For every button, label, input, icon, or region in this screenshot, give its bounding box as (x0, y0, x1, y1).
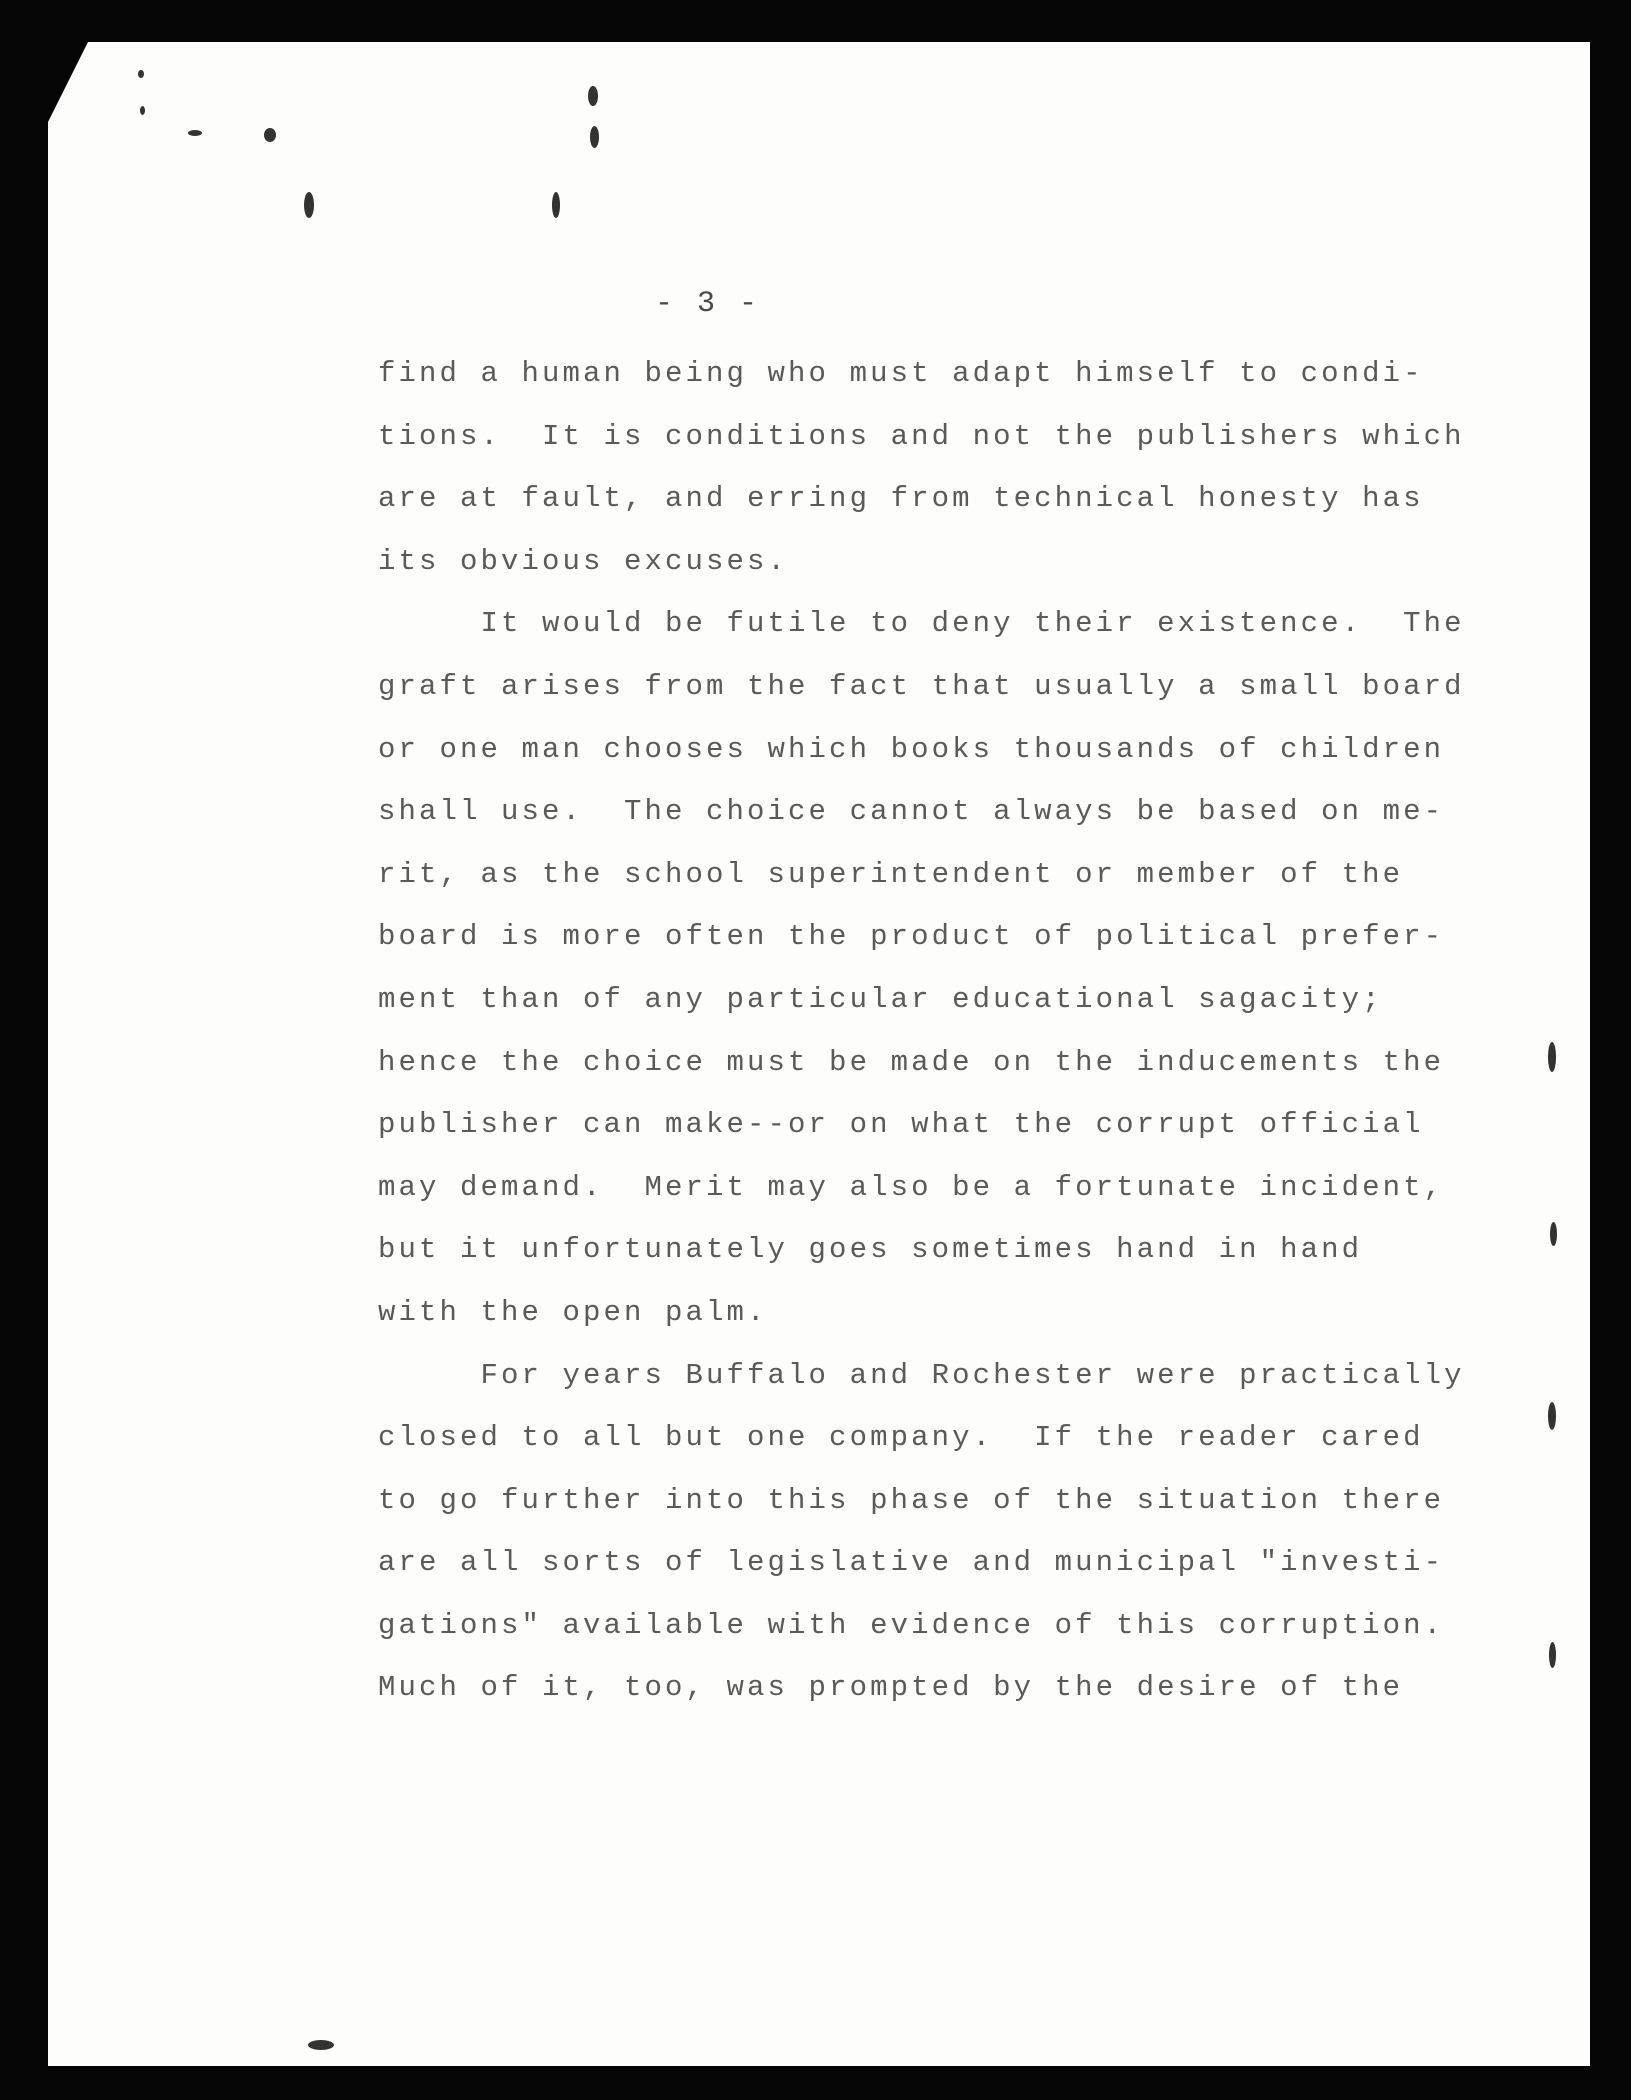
text-line: tions. It is conditions and not the publishers which (378, 419, 1465, 453)
text-line: but it unfortunately goes sometimes hand in hand (378, 1233, 1363, 1267)
text-line: gations" available with evidence of this corruption. (378, 1608, 1445, 1642)
page-number: - 3 - (655, 287, 761, 321)
body-text (378, 343, 1465, 1720)
text-line: its obvious excuses. (378, 544, 789, 578)
text-line: find a human being who must adapt himself to condi- (378, 357, 1424, 390)
text-line: Much of it, too, was prompted by the desire of the (378, 1671, 1404, 1705)
text-line: rit, as the school superintendent or member of the (378, 857, 1404, 891)
ink-speck (308, 2040, 334, 2050)
text-line: graft arises from the fact that usually a small board (378, 669, 1465, 703)
text-line: or one man chooses which books thousands of children (378, 732, 1445, 766)
ink-speck (588, 86, 598, 106)
text-line: with the open palm. (378, 1295, 768, 1329)
ink-speck (552, 192, 560, 218)
text-line: For years Buffalo and Rochester were practically (378, 1358, 1465, 1392)
text-line: publisher can make--or on what the corrupt official (378, 1108, 1424, 1142)
ink-speck (590, 126, 599, 148)
text-line: It would be futile to deny their existence. The (378, 607, 1465, 641)
ink-speck (1548, 1402, 1556, 1430)
ink-speck (1548, 1042, 1556, 1072)
ink-speck (140, 106, 145, 115)
ink-speck (188, 130, 202, 136)
text-line: board is more often the product of political prefer- (378, 920, 1445, 954)
text-line: shall use. The choice cannot always be based on me- (378, 795, 1445, 829)
text-line: ment than of any particular educational sagacity; (378, 982, 1383, 1016)
text-line: may demand. Merit may also be a fortunate incident, (378, 1170, 1445, 1204)
ink-speck (264, 128, 276, 142)
ink-speck (304, 192, 314, 218)
text-line: hence the choice must be made on the inducements the (378, 1045, 1445, 1079)
ink-speck (1549, 1642, 1556, 1668)
ink-speck (1550, 1222, 1557, 1246)
text-line: closed to all but one company. If the reader cared (378, 1421, 1424, 1455)
ink-speck (138, 70, 144, 78)
text-line: are all sorts of legislative and municipal "investi- (378, 1546, 1445, 1580)
text-line: are at fault, and erring from technical honesty has (378, 482, 1424, 516)
text-line: to go further into this phase of the situation there (378, 1483, 1445, 1517)
